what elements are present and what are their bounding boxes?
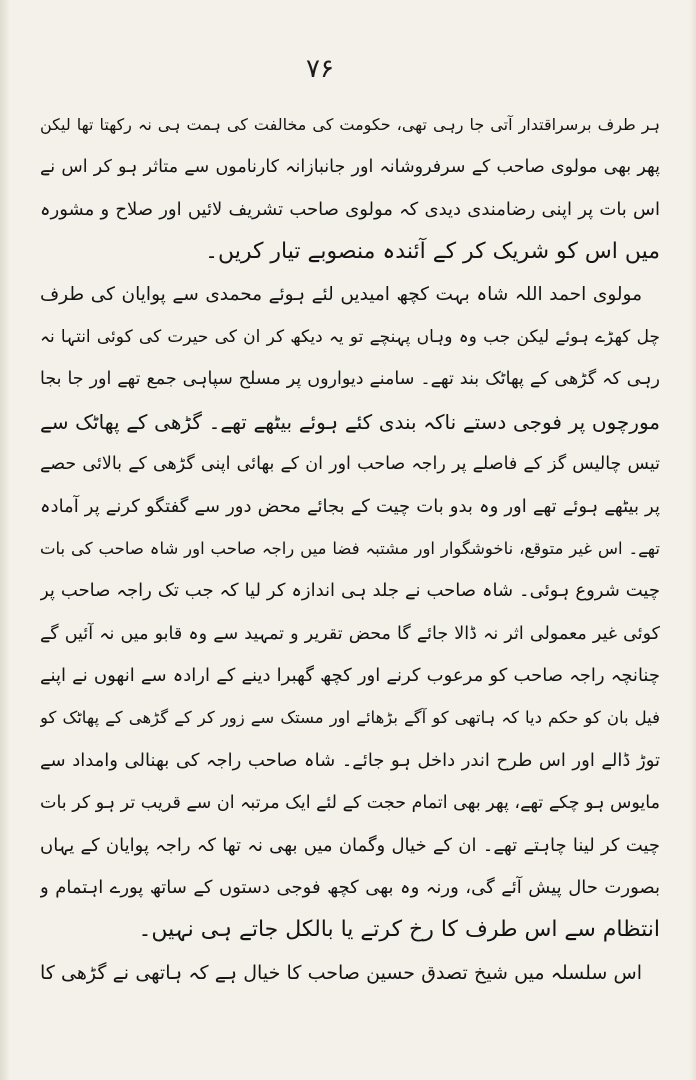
text-line: چنانچہ راجہ صاحب کو مرعوب کرنے اور کچھ گھبرا دینے کے ارادہ سے انھوں نے اپنے bbox=[40, 665, 660, 687]
text-line: ہر طرف برسراقتدار آتی جا رہی تھی، حکومت کی مخالفت کی ہمت ہی نہ رکھتا تھا لیکن bbox=[40, 115, 660, 134]
text-line: میں اس کو شریک کر کے آئندہ منصوبے تیار کریں۔ bbox=[205, 239, 660, 265]
text-line: تھے۔ اس غیر متوقع، ناخوشگوار اور مشتبہ فضا میں راجہ صاحب اور شاہ صاحب کی بات bbox=[40, 538, 660, 558]
text-line: تیس چالیس گز کے فاصلے پر راجہ صاحب اور ان کے بھائی اپنی گڑھی کے بالائی حصے bbox=[40, 454, 660, 475]
text-line: اس سلسلہ میں شیخ تصدق حسین صاحب کا خیال ہے کہ ہاتھی نے گڑھی کا bbox=[40, 961, 642, 984]
text-line: پھر بھی مولوی صاحب کے سرفروشانہ اور جانبازانہ کارناموں سے متاثر ہو کر اس نے bbox=[40, 157, 660, 178]
text-line: اس بات پر اپنی رضامندی دیدی کہ مولوی صاحب تشریف لائیں اور صلاح و مشورہ bbox=[40, 198, 660, 220]
text-line: چل کھڑے ہوئے لیکن جب وہ وہاں پہنچے تو یہ دیکھ کر ان کی حیرت کی کوئی انتہا نہ bbox=[40, 326, 660, 347]
text-line: توڑ ڈالے اور اس طرح اندر داخل ہو جائے۔ شاہ صاحب راجہ کی بھنالی وامداد سے bbox=[40, 749, 660, 771]
text-line: مورچوں پر فوجی دستے ناکہ بندی کئے ہوئے بیٹھے تھے۔ گڑھی کے پھاٹک سے bbox=[40, 409, 660, 434]
text-line: بصورت حال پیش آئے گی، ورنہ وہ بھی کچھ فوجی دستوں کے ساتھ پورے اہتمام و bbox=[40, 877, 660, 899]
text-line: انتظام سے اس طرف کا رخ کرتے یا بالکل جاتے ہی نہیں۔ bbox=[138, 917, 660, 943]
text-line: مولوی احمد اللہ شاہ بہت کچھ امیدیں لئے ہوئے محمدی سے پوایان کی طرف bbox=[40, 283, 642, 305]
text-line: مایوس ہو چکے تھے، پھر بھی اتمام حجت کے لئے ایک مرتبہ ان سے قریب تر ہو کر بات bbox=[40, 793, 660, 814]
page-number: ۷۶ bbox=[306, 54, 334, 84]
text-line: کوئی غیر معمولی اثر نہ ڈالا جائے گا محض تقریر و تمہید سے وہ قابو میں نہ آئیں گے bbox=[40, 623, 660, 644]
text-line: رہی کہ گڑھی کے پھاٹک بند تھے۔ سامنے دیواروں پر مسلح سپاہی جمع تھے اور جا بجا bbox=[40, 369, 660, 390]
text-line: چیت کر لینا چاہتے تھے۔ ان کے خیال وگمان میں بھی نہ تھا کہ راجہ پوایان کے یہاں bbox=[40, 834, 660, 856]
text-line: فیل بان کو حکم دیا کہ ہاتھی کو آگے بڑھائے اور مستک سے زور کر کے گڑھی کے پھاٹک کو bbox=[40, 708, 660, 728]
page-text bbox=[40, 104, 660, 994]
text-line: پر بیٹھے ہوئے تھے اور وہ بدو بات چیت کے بجائے محض دور سے گفتگو کرنے پر آمادہ bbox=[40, 495, 660, 517]
text-line: چیت شروع ہوئی۔ شاہ صاحب نے جلد ہی اندازہ کر لیا کہ جب تک راجہ صاحب پر bbox=[40, 580, 660, 602]
